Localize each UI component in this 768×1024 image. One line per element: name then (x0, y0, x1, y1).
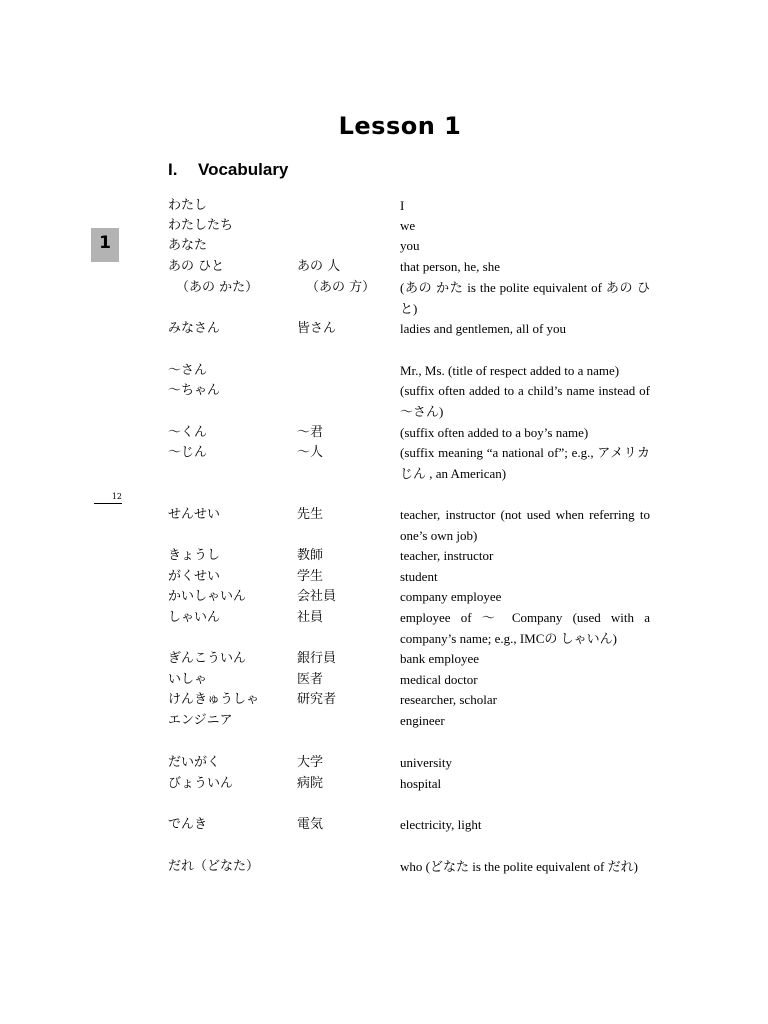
vocab-meaning: student (400, 569, 438, 584)
vocab-kana: エンジニア (168, 713, 233, 728)
vocab-kanji: 医者 (297, 672, 324, 687)
vocab-meaning: engineer (400, 713, 445, 728)
vocab-meaning: electricity, light (400, 817, 482, 832)
vocab-meaning: university (400, 755, 452, 770)
vocab-kanji: 病院 (297, 776, 324, 791)
vocab-kana: でんき (168, 817, 208, 832)
vocab-kana: ～ちゃん (168, 383, 221, 398)
vocab-meaning: teacher, instructor (not used when referring to one’s own job) (400, 507, 650, 543)
vocab-meaning: researcher, scholar (400, 692, 497, 707)
vocab-kanji: ～君 (297, 425, 324, 440)
vocab-kana: きょうし (168, 548, 221, 563)
vocab-meaning: Mr., Ms. (title of respect added to a name) (400, 363, 620, 378)
vocab-kana: わたし (168, 198, 208, 213)
vocab-kana: しゃいん (168, 610, 221, 625)
vocab-meaning: (あの かた is the polite equivalent of あの ひと) (400, 280, 650, 316)
vocab-kanji: あの 人 (297, 259, 341, 274)
vocab-meaning: (suffix meaning “a national of”; e.g., アメリカじん , an American) (400, 445, 650, 481)
vocab-meaning: who (どなた is the polite equivalent of だれ) (400, 859, 638, 874)
section-heading (168, 160, 288, 180)
section-number: I. (168, 160, 178, 179)
vocab-kana: ぎんこういん (168, 651, 247, 666)
vocab-kanji: 銀行員 (297, 651, 337, 666)
vocab-kanji: 会社員 (297, 589, 337, 604)
vocab-kana: ～くん (168, 425, 208, 440)
vocab-meaning: we (400, 218, 416, 233)
vocab-kanji: ～人 (297, 445, 324, 460)
vocab-kanji: 教師 (297, 548, 324, 563)
vocab-kanji: 電気 (297, 817, 324, 832)
vocab-kanji: 社員 (297, 610, 324, 625)
vocab-meaning: you (400, 238, 420, 253)
vocab-kana: だいがく (168, 755, 221, 770)
vocab-meaning: ladies and gentlemen, all of you (400, 321, 567, 336)
vocab-kana: ～さん (168, 363, 208, 378)
section-title: Vocabulary (198, 160, 289, 179)
vocab-meaning: teacher, instructor (400, 548, 494, 563)
vocab-kana: けんきゅうしゃ (168, 692, 260, 707)
vocab-kana: びょういん (168, 776, 234, 791)
vocab-meaning: employee of ～ Company (used with a company’s name; e.g., IMCの しゃいん) (400, 610, 650, 646)
vocab-kanji: 学生 (297, 569, 324, 584)
vocab-kanji: （あの 方） (306, 280, 376, 295)
vocab-kanji: 研究者 (297, 692, 337, 707)
vocab-kana: あなた (168, 238, 208, 253)
vocab-meaning: medical doctor (400, 672, 478, 687)
lesson-tab-marker: 1 (91, 228, 119, 262)
vocab-kana: がくせい (168, 569, 221, 584)
vocab-kana: （あの かた） (176, 280, 259, 295)
vocab-kana: みなさん (168, 321, 221, 336)
vocab-meaning: company employee (400, 589, 502, 604)
vocab-kana: かいしゃいん (168, 589, 247, 604)
vocab-meaning: bank employee (400, 651, 480, 666)
vocab-meaning: I (400, 198, 405, 213)
vocab-kana: あの ひと (168, 259, 225, 274)
vocab-kana: だれ（どなた） (168, 859, 260, 874)
vocab-meaning: that person, he, she (400, 259, 501, 274)
page-number: 12 (94, 492, 122, 504)
vocab-kanji: 皆さん (297, 321, 337, 336)
vocab-kanji: 大学 (297, 755, 324, 770)
vocab-meaning: (suffix often added to a child’s name instead of ～さん) (400, 383, 650, 419)
lesson-title: Lesson 1 (338, 112, 462, 140)
vocab-meaning: hospital (400, 776, 442, 791)
vocab-meaning: (suffix often added to a boy’s name) (400, 425, 589, 440)
vocab-kana: いしゃ (168, 672, 208, 687)
vocab-kana: わたしたち (168, 218, 234, 233)
vocab-kana: せんせい (168, 507, 221, 522)
vocab-kana: ～じん (168, 445, 208, 460)
vocab-kanji: 先生 (297, 507, 324, 522)
